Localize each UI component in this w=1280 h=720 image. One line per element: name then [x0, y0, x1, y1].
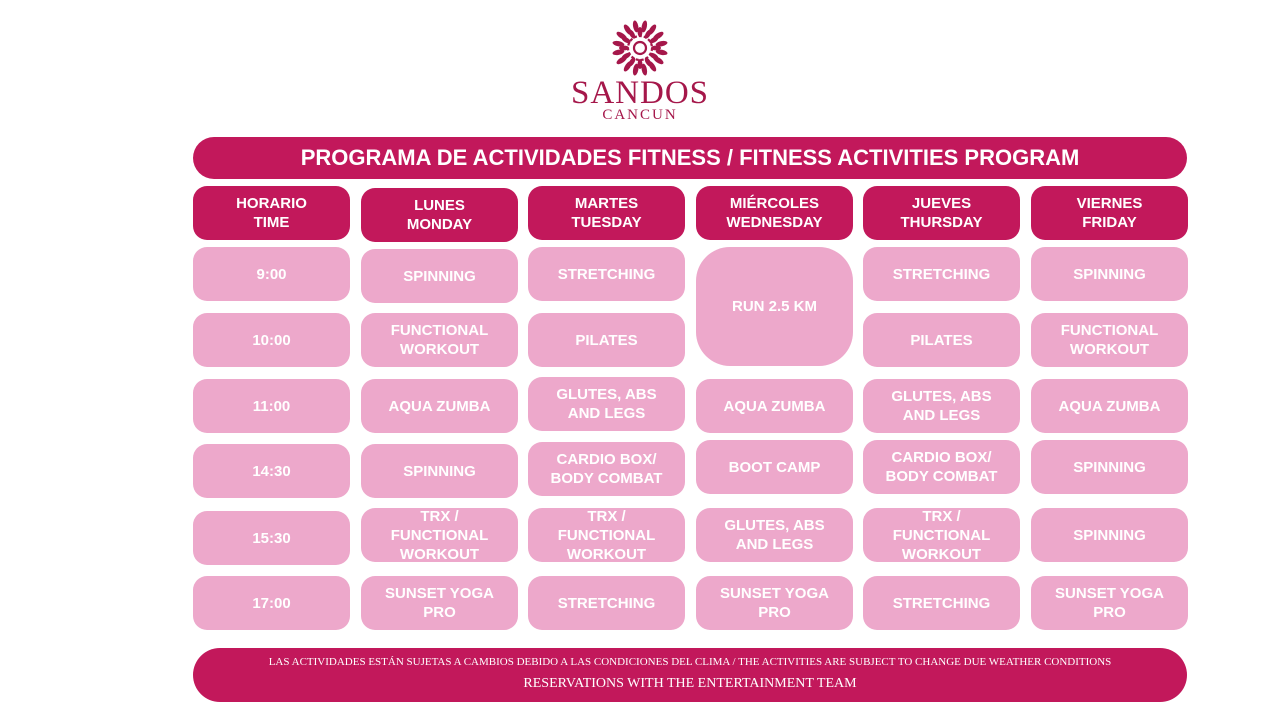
weather-notice: LAS ACTIVIDADES ESTÁN SUJETAS A CAMBIOS DEBIDO A LAS CONDICIONES DEL CLIMA / THE ACTIVITIES ARE SUBJECT TO CHANGE DUE WEATHER CONDITIONS [268, 656, 1112, 668]
header-friday: VIERNES FRIDAY [1031, 186, 1188, 240]
activity-friday: FUNCTIONAL WORKOUT [1031, 313, 1188, 367]
activity-friday: SPINNING [1031, 508, 1188, 562]
header-thursday: JUEVES THURSDAY [863, 186, 1020, 240]
activity-thursday: PILATES [863, 313, 1020, 367]
time-cell: 14:30 [193, 444, 350, 498]
time-cell: 9:00 [193, 247, 350, 301]
activity-wednesday: GLUTES, ABS AND LEGS [696, 508, 853, 562]
footer-banner [193, 648, 1187, 702]
activity-wednesday: SUNSET YOGA PRO [696, 576, 853, 630]
activity-tuesday: GLUTES, ABS AND LEGS [528, 377, 685, 431]
activity-thursday: CARDIO BOX/ BODY COMBAT [863, 440, 1020, 494]
activity-tuesday: PILATES [528, 313, 685, 367]
activity-monday: FUNCTIONAL WORKOUT [361, 313, 518, 367]
activity-tuesday: TRX / FUNCTIONAL WORKOUT [528, 508, 685, 562]
header-time: HORARIO TIME [193, 186, 350, 240]
activity-tuesday: STRETCHING [528, 576, 685, 630]
activity-monday: SPINNING [361, 249, 518, 303]
activity-friday: SPINNING [1031, 247, 1188, 301]
time-cell: 15:30 [193, 511, 350, 565]
header-monday: LUNES MONDAY [361, 188, 518, 242]
time-cell: 11:00 [193, 379, 350, 433]
activity-friday: SUNSET YOGA PRO [1031, 576, 1188, 630]
brand-logo [560, 20, 720, 130]
activity-wednesday: AQUA ZUMBA [696, 379, 853, 433]
activity-monday: SUNSET YOGA PRO [361, 576, 518, 630]
activity-wednesday: BOOT CAMP [696, 440, 853, 494]
activity-monday: SPINNING [361, 444, 518, 498]
activity-friday: AQUA ZUMBA [1031, 379, 1188, 433]
activity-thursday: STRETCHING [863, 247, 1020, 301]
time-cell: 17:00 [193, 576, 350, 630]
activity-monday: TRX / FUNCTIONAL WORKOUT [361, 508, 518, 562]
mandala-flower-icon [612, 20, 668, 76]
header-tuesday: MARTES TUESDAY [528, 186, 685, 240]
program-title: PROGRAMA DE ACTIVIDADES FITNESS / FITNESS ACTIVITIES PROGRAM [193, 137, 1187, 179]
activity-wednesday: RUN 2.5 KM [696, 247, 853, 366]
brand-location: CANCUN [602, 107, 678, 123]
activity-monday: AQUA ZUMBA [361, 379, 518, 433]
header-wednesday: MIÉRCOLES WEDNESDAY [696, 186, 853, 240]
time-cell: 10:00 [193, 313, 350, 367]
activity-friday: SPINNING [1031, 440, 1188, 494]
activity-thursday: GLUTES, ABS AND LEGS [863, 379, 1020, 433]
reservations-note: RESERVATIONS WITH THE ENTERTAINMENT TEAM [523, 676, 857, 691]
activity-tuesday: STRETCHING [528, 247, 685, 301]
activity-thursday: STRETCHING [863, 576, 1020, 630]
activity-thursday: TRX / FUNCTIONAL WORKOUT [863, 508, 1020, 562]
brand-name: SANDOS [570, 75, 710, 111]
activity-tuesday: CARDIO BOX/ BODY COMBAT [528, 442, 685, 496]
